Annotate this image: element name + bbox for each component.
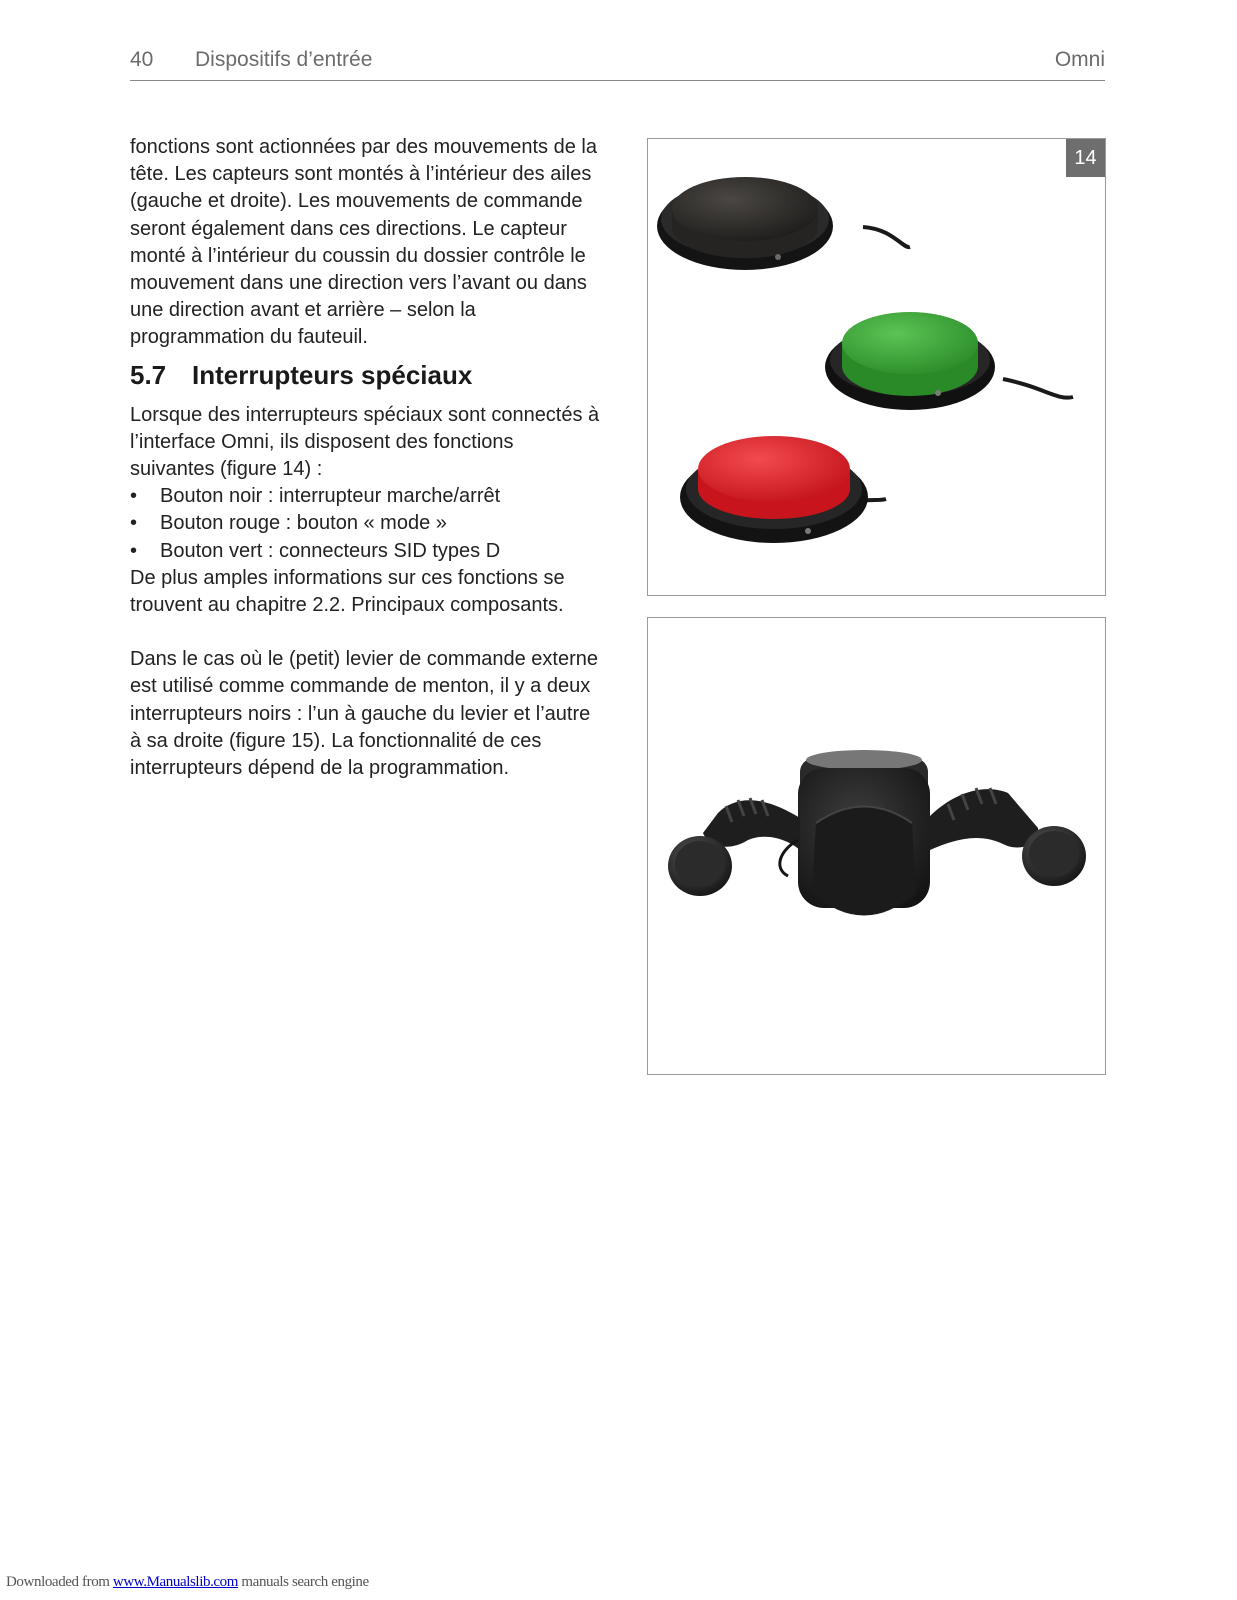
figure-number-badge: 14 [1066, 139, 1105, 177]
page-number: 40 [130, 48, 154, 71]
list-item: • Bouton rouge : bouton « mode » [130, 510, 600, 537]
running-section-title: Dispositifs d’entrée [195, 48, 373, 71]
intro-paragraph: fonctions sont actionnées par des mouvements de la tête. Les capteurs sont montés à l’intérieur des ailes (gauche et droite). Les mouvements de commande seront également dans ces directions. Le capteur monté à l’intérieur du coussin du dossier contrôle le mouvement dans une direction vers l’avant ou dans une direction avant et arrière – selon la programmation du fauteuil. [130, 136, 597, 349]
manualslib-link[interactable]: www.Manualslib.com [112, 1574, 239, 1590]
product-name: Omni [1054, 48, 1105, 71]
special-switches-illustration [648, 139, 1105, 595]
section-number: 5.7 [130, 359, 167, 390]
chin-joystick-illustration [648, 618, 1105, 1074]
page-header [130, 46, 1105, 81]
page-footer [6, 1574, 369, 1591]
footer-suffix: manuals search engine [238, 1574, 369, 1590]
section-heading [130, 358, 600, 392]
figure-14 [647, 138, 1106, 596]
section-title: Interrupteurs spéciaux [192, 359, 473, 390]
paragraph-gap [130, 619, 600, 646]
paragraph-chin-control: Dans le cas où le (petit) levier de commande externe est utilisé comme commande de menton, il y a deux interrupteurs noirs : l’un à gauche du levier et l’autre à sa droite (figure 15). La fonctionnalité de ces interrupteurs dépend de la programmation. [130, 648, 599, 780]
black-switch-icon [657, 177, 910, 270]
paragraph-more-info: De plus amples informations sur ces fonctions se trouvent au chapitre 2.2. Principaux composants. [130, 566, 565, 617]
joystick-body-icon [798, 750, 930, 916]
left-switch-icon [668, 798, 800, 896]
paragraph-special-switches: Lorsque des interrupteurs spéciaux sont connectés à l’interface Omni, ils disposent des fonctions suivantes (figure 14) : [130, 403, 600, 481]
green-switch-icon [825, 312, 1073, 410]
footer-prefix: Downloaded from [6, 1574, 113, 1590]
list-item: • Bouton noir : interrupteur marche/arrêt [130, 483, 600, 510]
right-switch-icon [928, 788, 1086, 886]
text-column [130, 134, 600, 782]
list-item: • Bouton vert : connecteurs SID types D [130, 538, 600, 565]
figure-15 [647, 617, 1106, 1075]
red-switch-icon [680, 436, 886, 543]
button-function-list [130, 483, 600, 565]
